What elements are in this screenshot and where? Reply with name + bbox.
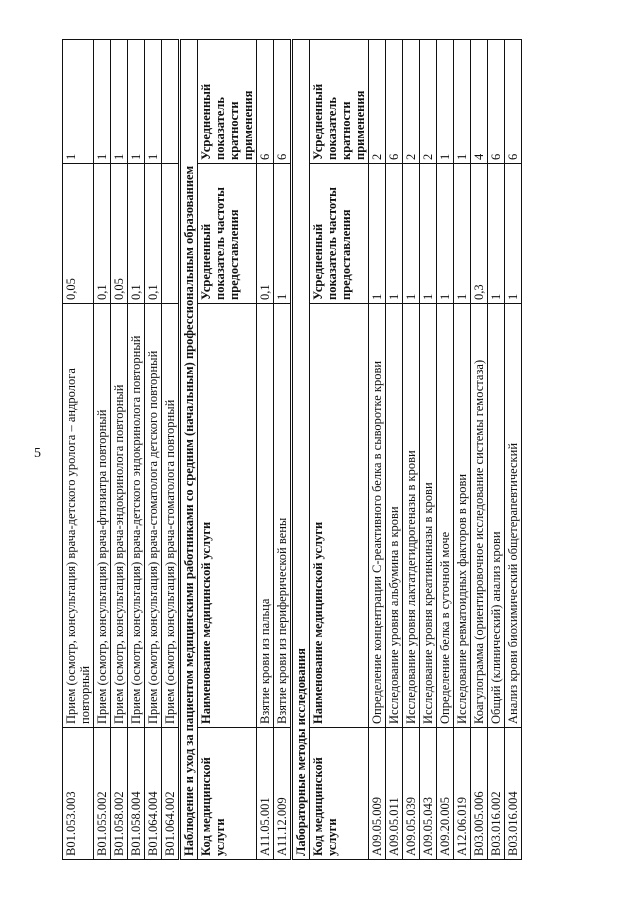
service-name-cell: Исследование уровня лактатдегидрогеназы в крови [403, 304, 420, 728]
service-code-cell: A09.05.039 [403, 728, 420, 860]
table-row [454, 40, 471, 860]
service-name-cell: Прием (осмотр, консультация) врача-детского эндокринолога повторный [128, 304, 145, 728]
multiplicity-cell: 4 [471, 40, 488, 164]
frequency-cell: 0,1 [145, 164, 162, 304]
table-row [63, 40, 94, 860]
page-number: 5 [34, 446, 41, 461]
frequency-cell: 0,1 [94, 164, 111, 304]
table-row [257, 40, 274, 860]
multiplicity-cell: 6 [505, 40, 522, 164]
multiplicity-cell: Усредненный показатель кратности применения [310, 40, 369, 164]
multiplicity-cell: 2 [369, 40, 386, 164]
frequency-cell: 1 [369, 164, 386, 304]
multiplicity-cell: 6 [386, 40, 403, 164]
service-code-cell: A11.05.001 [257, 728, 274, 860]
frequency-cell: 1 [488, 164, 505, 304]
service-name-cell: Прием (осмотр, консультация) врача-эндокринолога повторный [111, 304, 128, 728]
service-name-cell: Определение белка в суточной моче [437, 304, 454, 728]
rotated-page-content [62, 40, 520, 860]
service-name-cell: Наименование медицинской услуги [310, 304, 369, 728]
service-code-cell: A09.05.009 [369, 728, 386, 860]
service-name-cell: Прием (осмотр, консультация) врача-фтизиатра повторный [94, 304, 111, 728]
service-code-cell: B03.016.002 [488, 728, 505, 860]
frequency-cell: Усредненный показатель частоты предоставления [310, 164, 369, 304]
service-code-cell: B01.053.003 [63, 728, 94, 860]
multiplicity-cell [162, 40, 180, 164]
service-name-cell: Определение концентрации C-реактивного белка в сыворотке крови [369, 304, 386, 728]
multiplicity-cell: 1 [454, 40, 471, 164]
frequency-cell: 1 [274, 164, 292, 304]
table-row [471, 40, 488, 860]
service-code-cell: A09.05.043 [420, 728, 437, 860]
table-header-row [198, 40, 257, 860]
table-row [505, 40, 522, 860]
service-name-cell: Анализ крови биохимический общетерапевтический [505, 304, 522, 728]
service-name-cell: Наименование медицинской услуги [198, 304, 257, 728]
service-code-cell: B01.058.002 [111, 728, 128, 860]
service-name-cell: Взятие крови из пальца [257, 304, 274, 728]
multiplicity-cell: 1 [437, 40, 454, 164]
service-name-cell: Прием (осмотр, консультация) врача-стоматолога повторный [162, 304, 180, 728]
multiplicity-cell: 1 [63, 40, 94, 164]
service-code-cell: A09.05.011 [386, 728, 403, 860]
table-header-row [310, 40, 369, 860]
service-name-cell: Прием (осмотр, консультация) врача-детского уролога – андролога повторный [63, 304, 94, 728]
table-row [420, 40, 437, 860]
service-name-cell: Исследование уровня креатинкиназы в крови [420, 304, 437, 728]
multiplicity-cell: 1 [145, 40, 162, 164]
section-title-row [180, 40, 198, 860]
service-code-cell: B01.064.004 [145, 728, 162, 860]
service-name-cell: Исследование ревматоидных факторов в крови [454, 304, 471, 728]
frequency-cell: 1 [420, 164, 437, 304]
table-row [437, 40, 454, 860]
table-row [94, 40, 111, 860]
table-row [488, 40, 505, 860]
frequency-cell: 1 [403, 164, 420, 304]
table-row [274, 40, 292, 860]
frequency-cell: 0,05 [63, 164, 94, 304]
table-row [128, 40, 145, 860]
table-row [162, 40, 180, 860]
service-code-cell: Код медицинской услуги [198, 728, 257, 860]
multiplicity-cell: 1 [128, 40, 145, 164]
service-code-cell: B01.055.002 [94, 728, 111, 860]
multiplicity-cell: 2 [403, 40, 420, 164]
section-title: Лабораторные методы исследования [292, 40, 310, 860]
service-code-cell: B01.064.002 [162, 728, 180, 860]
frequency-cell: 1 [454, 164, 471, 304]
frequency-cell: 0,1 [257, 164, 274, 304]
service-name-cell: Исследование уровня альбумина в крови [386, 304, 403, 728]
service-code-cell: Код медицинской услуги [310, 728, 369, 860]
table-row [145, 40, 162, 860]
frequency-cell: 1 [505, 164, 522, 304]
table-row [386, 40, 403, 860]
frequency-cell [162, 164, 180, 304]
service-code-cell: B01.058.004 [128, 728, 145, 860]
service-name-cell: Коагулограмма (ориентировочное исследование системы гемостаза) [471, 304, 488, 728]
table-row [403, 40, 420, 860]
service-name-cell: Прием (осмотр, консультация) врача-стоматолога детского повторный [145, 304, 162, 728]
frequency-cell: 1 [386, 164, 403, 304]
service-code-cell: A12.06.019 [454, 728, 471, 860]
service-code-cell: B03.005.006 [471, 728, 488, 860]
multiplicity-cell: 6 [257, 40, 274, 164]
multiplicity-cell: 1 [94, 40, 111, 164]
section-title-row [292, 40, 310, 860]
table-row [369, 40, 386, 860]
service-code-cell: A11.12.009 [274, 728, 292, 860]
multiplicity-cell: 6 [488, 40, 505, 164]
frequency-cell: 0,3 [471, 164, 488, 304]
multiplicity-cell: 1 [111, 40, 128, 164]
frequency-cell: 0,05 [111, 164, 128, 304]
services-table [62, 39, 522, 860]
frequency-cell: 0,1 [128, 164, 145, 304]
multiplicity-cell: 6 [274, 40, 292, 164]
frequency-cell: Усредненный показатель частоты предоставления [198, 164, 257, 304]
multiplicity-cell: Усредненный показатель кратности применения [198, 40, 257, 164]
service-name-cell: Взятие крови из периферической вены [274, 304, 292, 728]
section-title: Наблюдение и уход за пациентом медицинскими работниками со средним (начальным) профессиональным образованием [180, 40, 198, 860]
service-code-cell: B03.016.004 [505, 728, 522, 860]
service-code-cell: A09.20.005 [437, 728, 454, 860]
frequency-cell: 1 [437, 164, 454, 304]
multiplicity-cell: 2 [420, 40, 437, 164]
service-name-cell: Общий (клинический) анализ крови [488, 304, 505, 728]
table-row [111, 40, 128, 860]
